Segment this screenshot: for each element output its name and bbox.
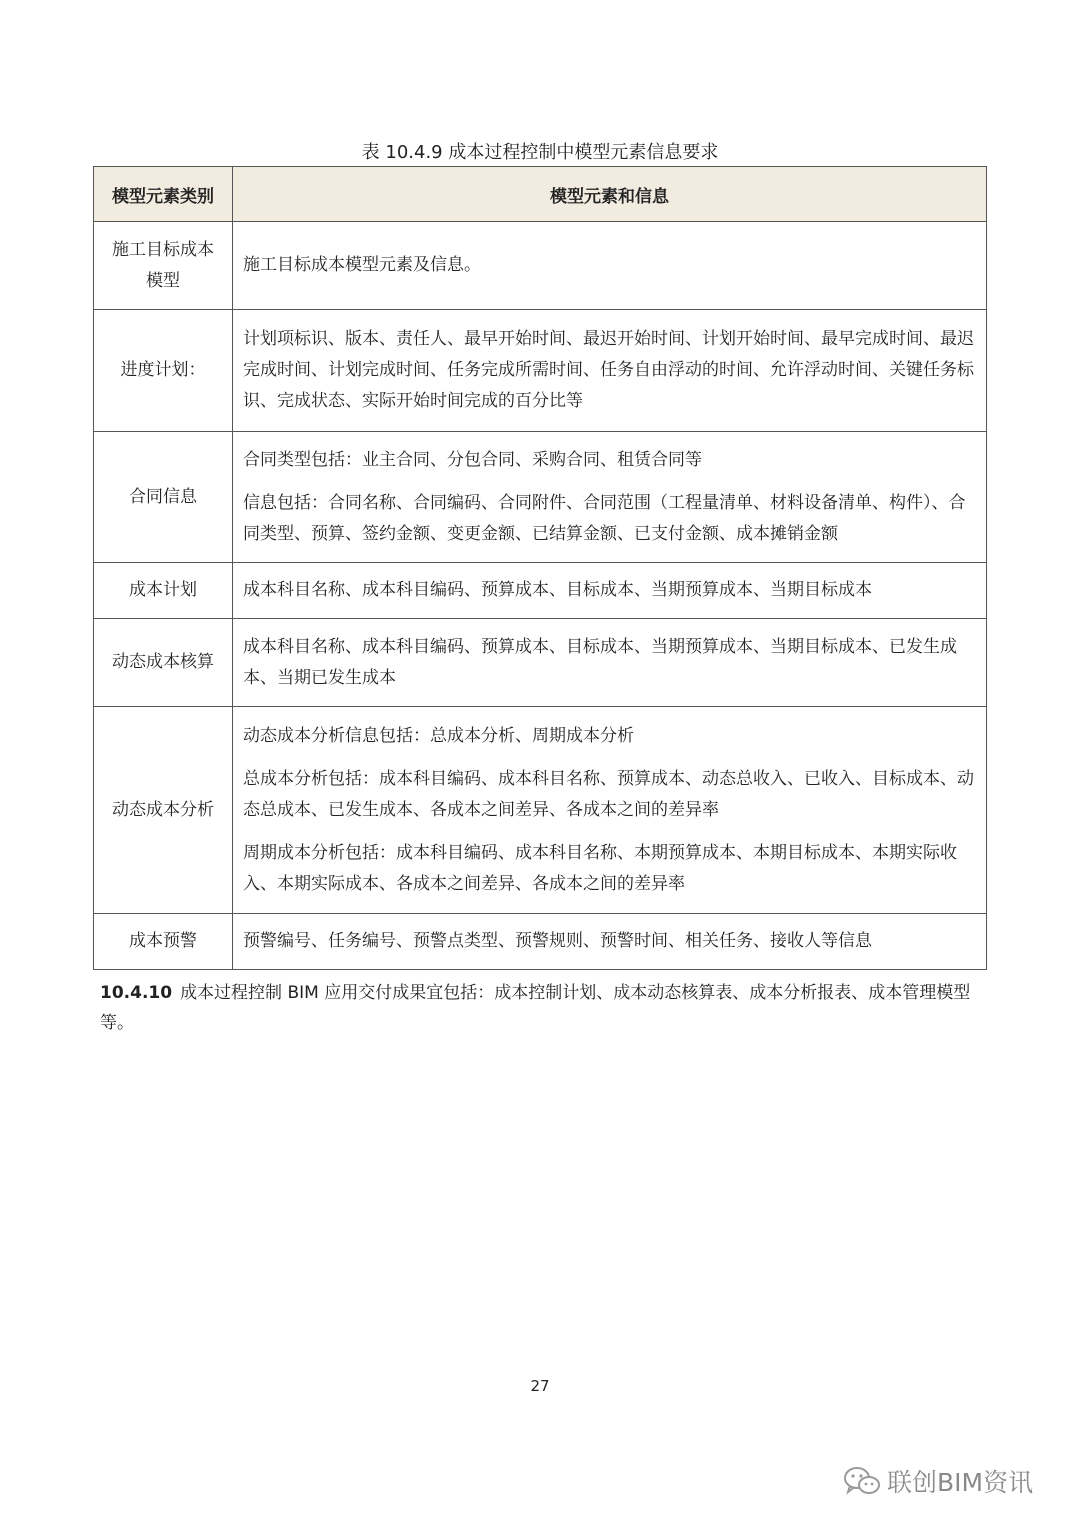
header-info: 模型元素和信息 xyxy=(233,167,987,222)
table-row xyxy=(94,432,987,563)
row-info: 成本科目名称、成本科目编码、预算成本、目标成本、当期预算成本、当期目标成本 xyxy=(233,563,987,619)
row-info: 动态成本分析信息包括：总成本分析、周期成本分析 总成本分析包括：成本科目编码、成本科目名称、预算成本、动态总收入、已收入、目标成本、动态总成本、已发生成本、各成本之间差异、各成本之间的差异率 周期成本分析包括：成本科目编码、成本科目名称、本期预算成本、本期目标成本、本期实际收入、本期实际成本、各成本之间差异、各成本之间的差异率 xyxy=(233,707,987,914)
watermark xyxy=(843,1461,1033,1501)
table-caption: 表 10.4.9 成本过程控制中模型元素信息要求 xyxy=(361,142,719,163)
row-category: 成本计划 xyxy=(94,563,233,619)
row-category: 成本预警 xyxy=(94,914,233,970)
clause-number: 10.4.10 xyxy=(100,983,173,1003)
table-row xyxy=(94,914,987,970)
table-header-row xyxy=(94,167,987,222)
row-info: 合同类型包括：业主合同、分包合同、采购合同、租赁合同等 信息包括：合同名称、合同编码、合同附件、合同范围（工程量清单、材料设备清单、构件）、合同类型、预算、签约金额、变更金额、已结算金额、已支付金额、成本摊销金额 xyxy=(233,432,987,563)
watermark-text: 联创BIM资讯 xyxy=(887,1468,1034,1497)
row-category: 进度计划： xyxy=(94,310,233,432)
page-number: 27 xyxy=(530,1377,550,1395)
table-row xyxy=(94,310,987,432)
row-info: 施工目标成本模型元素及信息。 xyxy=(233,222,987,310)
wechat-icon xyxy=(843,1465,881,1497)
row-info: 预警编号、任务编号、预警点类型、预警规则、预警时间、相关任务、接收人等信息 xyxy=(233,914,987,970)
table-row xyxy=(94,563,987,619)
row-info: 计划项标识、版本、责任人、最早开始时间、最迟开始时间、计划开始时间、最早完成时间、最迟完成时间、计划完成时间、任务完成所需时间、任务自由浮动的时间、允许浮动时间、关键任务标识、完成状态、实际开始时间完成的百分比等 xyxy=(233,310,987,432)
table-row xyxy=(94,707,987,914)
row-category: 施工目标成本 模型 xyxy=(94,222,233,310)
clause-10-4-10 xyxy=(100,978,980,1038)
row-category: 动态成本核算 xyxy=(94,619,233,707)
row-category: 合同信息 xyxy=(94,432,233,563)
clause-text: 成本过程控制 BIM 应用交付成果宜包括：成本控制计划、成本动态核算表、成本分析报表、成本管理模型等。 xyxy=(100,983,971,1033)
header-category: 模型元素类别 xyxy=(94,167,233,222)
table-row xyxy=(94,222,987,310)
row-info: 成本科目名称、成本科目编码、预算成本、目标成本、当期预算成本、当期目标成本、已发生成本、当期已发生成本 xyxy=(233,619,987,707)
row-category: 动态成本分析 xyxy=(94,707,233,914)
model-element-table xyxy=(93,166,987,970)
table-row xyxy=(94,619,987,707)
